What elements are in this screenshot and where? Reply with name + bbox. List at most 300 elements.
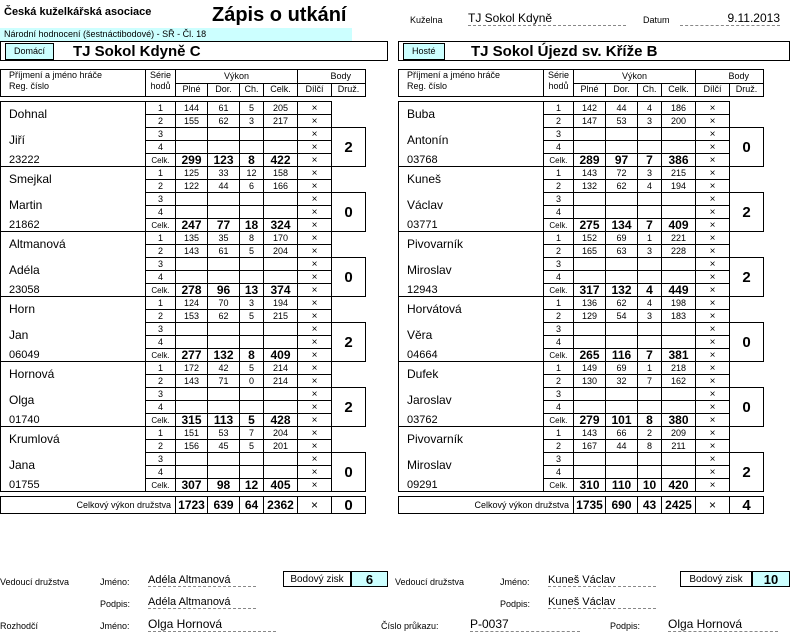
plne-value: 153 bbox=[176, 310, 208, 323]
table-row bbox=[399, 193, 764, 206]
dilci-mark: × bbox=[696, 414, 730, 427]
dor-value: 71 bbox=[208, 375, 240, 388]
dilci-mark: × bbox=[298, 310, 332, 323]
celk-row-label: Celk. bbox=[146, 154, 176, 167]
table-row bbox=[399, 362, 764, 375]
dilci-mark: × bbox=[696, 284, 730, 297]
dor-value bbox=[208, 323, 240, 336]
plne-value: 125 bbox=[176, 167, 208, 180]
plne-value: 144 bbox=[176, 102, 208, 115]
table-row bbox=[399, 323, 764, 336]
total-celk: 374 bbox=[264, 284, 298, 297]
ch-value bbox=[638, 271, 662, 284]
dilci-mark: × bbox=[298, 245, 332, 258]
ch-value: 7 bbox=[638, 375, 662, 388]
dilci-mark: × bbox=[696, 453, 730, 466]
dilci-mark: × bbox=[298, 258, 332, 271]
ch-value bbox=[638, 193, 662, 206]
player-col-label: Příjmení a jméno hráče bbox=[9, 70, 103, 80]
total-plne: 279 bbox=[574, 414, 606, 427]
celk-value: 218 bbox=[662, 362, 696, 375]
serie-header bbox=[146, 70, 176, 97]
team-total-plne: 1723 bbox=[176, 497, 208, 514]
celk-value bbox=[662, 336, 696, 349]
ch-value bbox=[638, 258, 662, 271]
dor-value bbox=[606, 193, 638, 206]
home-team-name: TJ Sokol Kdyně C bbox=[73, 43, 201, 60]
table-row bbox=[1, 128, 366, 141]
team-total-celk: 2362 bbox=[264, 497, 298, 514]
player-firstname: Jan bbox=[1, 323, 146, 349]
total-ch: 18 bbox=[240, 219, 264, 232]
datum-label: Datum bbox=[643, 15, 670, 25]
guest-vedouci-label: Vedoucí družstva bbox=[395, 577, 465, 587]
plne-value: 152 bbox=[574, 232, 606, 245]
serie-number: 3 bbox=[544, 128, 574, 141]
guest-bodovy-zisk-value: 10 bbox=[752, 571, 790, 587]
dilci-mark: × bbox=[298, 180, 332, 193]
ch-value: 4 bbox=[638, 180, 662, 193]
team-total-ch: 43 bbox=[638, 497, 662, 514]
table-row bbox=[1, 154, 366, 167]
player-col-label: Příjmení a jméno hráče bbox=[407, 70, 501, 80]
player-firstname: Miroslav bbox=[399, 258, 544, 284]
total-plne: 265 bbox=[574, 349, 606, 362]
table-row bbox=[399, 297, 764, 310]
celk-value: 214 bbox=[264, 362, 298, 375]
total-plne: 275 bbox=[574, 219, 606, 232]
dilci-mark: × bbox=[696, 128, 730, 141]
table-row bbox=[1, 414, 366, 427]
dilci-mark: × bbox=[298, 440, 332, 453]
serie-number: 3 bbox=[544, 258, 574, 271]
ch-value: 3 bbox=[638, 167, 662, 180]
dilci-mark: × bbox=[696, 297, 730, 310]
serie-number: 1 bbox=[544, 167, 574, 180]
kuzelna-label: Kuželna bbox=[410, 15, 443, 25]
serie-header bbox=[544, 70, 574, 97]
team-total-mark: × bbox=[298, 497, 332, 514]
table-row bbox=[1, 323, 366, 336]
table-row bbox=[399, 232, 764, 245]
dor-header: Dor. bbox=[208, 83, 240, 97]
celk-value bbox=[264, 128, 298, 141]
serie-number: 2 bbox=[544, 245, 574, 258]
serie-number: 1 bbox=[146, 232, 176, 245]
ch-value: 3 bbox=[638, 245, 662, 258]
ch-value bbox=[638, 466, 662, 479]
dilci-mark: × bbox=[696, 427, 730, 440]
player-points: 2 bbox=[730, 193, 764, 232]
dilci-mark: × bbox=[696, 323, 730, 336]
ch-value bbox=[638, 453, 662, 466]
serie-number: 4 bbox=[146, 466, 176, 479]
rozhodci-label: Rozhodčí bbox=[0, 621, 39, 631]
celk-value bbox=[264, 271, 298, 284]
player-points: 0 bbox=[730, 388, 764, 427]
plne-value: 136 bbox=[574, 297, 606, 310]
total-ch: 8 bbox=[638, 414, 662, 427]
ch-value bbox=[638, 336, 662, 349]
total-celk: 381 bbox=[662, 349, 696, 362]
dor-value bbox=[208, 258, 240, 271]
celk-row-label: Celk. bbox=[544, 479, 574, 492]
player-surname: Smejkal bbox=[1, 167, 146, 193]
plne-value: 172 bbox=[176, 362, 208, 375]
plne-header: Plné bbox=[176, 83, 208, 97]
ch-value: 5 bbox=[240, 310, 264, 323]
total-celk: 428 bbox=[264, 414, 298, 427]
player-reg-number: 12943 bbox=[399, 284, 544, 297]
celk-value: 228 bbox=[662, 245, 696, 258]
table-row bbox=[399, 349, 764, 362]
player-points: 0 bbox=[332, 193, 366, 232]
body-header: Body bbox=[298, 70, 366, 84]
table-row bbox=[399, 414, 764, 427]
celk-value: 162 bbox=[662, 375, 696, 388]
celk-value: 198 bbox=[662, 297, 696, 310]
page-title: Zápis o utkání bbox=[212, 4, 347, 26]
player-firstname: Jana bbox=[1, 453, 146, 479]
total-dor: 123 bbox=[208, 154, 240, 167]
team-points: 4 bbox=[730, 497, 764, 514]
dilci-mark: × bbox=[298, 232, 332, 245]
home-results-table bbox=[0, 69, 366, 514]
player-reg-number: 21862 bbox=[1, 219, 146, 232]
serie-number: 2 bbox=[544, 310, 574, 323]
total-ch: 7 bbox=[638, 349, 662, 362]
ch-value: 7 bbox=[240, 427, 264, 440]
table-row bbox=[1, 388, 366, 401]
table-row bbox=[399, 427, 764, 440]
dilci-mark: × bbox=[298, 414, 332, 427]
hodu-label: hodů bbox=[150, 81, 171, 91]
guest-tag: Hosté bbox=[403, 43, 445, 60]
total-dor: 132 bbox=[606, 284, 638, 297]
plne-value bbox=[574, 466, 606, 479]
dor-value: 33 bbox=[208, 167, 240, 180]
serie-number: 2 bbox=[544, 440, 574, 453]
celk-value bbox=[662, 388, 696, 401]
dilci-mark: × bbox=[298, 336, 332, 349]
ch-value: 3 bbox=[240, 115, 264, 128]
plne-value: 124 bbox=[176, 297, 208, 310]
total-plne: 278 bbox=[176, 284, 208, 297]
druz-spacer bbox=[730, 167, 764, 193]
player-reg-number: 04664 bbox=[399, 349, 544, 362]
dor-value: 53 bbox=[208, 427, 240, 440]
celk-value bbox=[264, 401, 298, 414]
dilci-mark: × bbox=[696, 388, 730, 401]
ch-value: 4 bbox=[638, 102, 662, 115]
table-row bbox=[399, 453, 764, 466]
total-ch: 8 bbox=[240, 154, 264, 167]
player-surname: Dufek bbox=[399, 362, 544, 388]
team-points: 0 bbox=[332, 497, 366, 514]
serie-number: 1 bbox=[544, 362, 574, 375]
druz-spacer bbox=[730, 297, 764, 323]
total-plne: 247 bbox=[176, 219, 208, 232]
druz-spacer bbox=[730, 362, 764, 388]
celk-value: 201 bbox=[264, 440, 298, 453]
total-celk: 409 bbox=[264, 349, 298, 362]
ch-value bbox=[240, 193, 264, 206]
celk-value: 170 bbox=[264, 232, 298, 245]
celk-value bbox=[662, 401, 696, 414]
dor-value: 44 bbox=[208, 180, 240, 193]
celk-value bbox=[264, 388, 298, 401]
plne-value: 143 bbox=[574, 167, 606, 180]
serie-number: 3 bbox=[544, 388, 574, 401]
table-row bbox=[1, 349, 366, 362]
dilci-mark: × bbox=[696, 193, 730, 206]
kuzelna-value: TJ Sokol Kdyně bbox=[468, 11, 626, 26]
player-reg-number: 01740 bbox=[1, 414, 146, 427]
celk-value: 186 bbox=[662, 102, 696, 115]
ch-value bbox=[638, 141, 662, 154]
plne-value bbox=[574, 401, 606, 414]
dor-value: 70 bbox=[208, 297, 240, 310]
home-jmeno-label: Jméno: bbox=[100, 577, 130, 587]
dor-value bbox=[208, 336, 240, 349]
home-bodovy-zisk-label: Bodový zisk bbox=[283, 571, 351, 587]
ch-value: 6 bbox=[240, 180, 264, 193]
dilci-mark: × bbox=[696, 141, 730, 154]
plne-value: 122 bbox=[176, 180, 208, 193]
dilci-mark: × bbox=[298, 193, 332, 206]
player-reg-number: 01755 bbox=[1, 479, 146, 492]
team-total-celk: 2425 bbox=[662, 497, 696, 514]
plne-value bbox=[176, 453, 208, 466]
dilci-mark: × bbox=[298, 427, 332, 440]
dilci-mark: × bbox=[298, 466, 332, 479]
plne-value: 132 bbox=[574, 180, 606, 193]
dor-value bbox=[208, 388, 240, 401]
celk-value bbox=[662, 466, 696, 479]
dilci-mark: × bbox=[298, 453, 332, 466]
ch-value: 3 bbox=[638, 310, 662, 323]
celk-value bbox=[264, 453, 298, 466]
dor-value bbox=[208, 128, 240, 141]
plne-value bbox=[176, 271, 208, 284]
plne-value bbox=[176, 401, 208, 414]
serie-number: 1 bbox=[544, 427, 574, 440]
plne-value: 135 bbox=[176, 232, 208, 245]
dilci-mark: × bbox=[298, 167, 332, 180]
celk-value: 221 bbox=[662, 232, 696, 245]
total-dor: 110 bbox=[606, 479, 638, 492]
dilci-mark: × bbox=[298, 128, 332, 141]
ch-value bbox=[638, 388, 662, 401]
table-row bbox=[1, 284, 366, 297]
dor-value bbox=[606, 466, 638, 479]
guest-results-table bbox=[398, 69, 764, 514]
plne-value bbox=[574, 141, 606, 154]
celk-value bbox=[662, 258, 696, 271]
celk-value bbox=[662, 128, 696, 141]
plne-value bbox=[176, 128, 208, 141]
dilci-mark: × bbox=[696, 154, 730, 167]
dor-value bbox=[606, 336, 638, 349]
rozhodci-podpis: Olga Hornová bbox=[668, 617, 778, 632]
dilci-mark: × bbox=[696, 167, 730, 180]
plne-value: 142 bbox=[574, 102, 606, 115]
serie-number: 4 bbox=[544, 206, 574, 219]
celk-row-label: Celk. bbox=[146, 349, 176, 362]
serie-number: 4 bbox=[146, 271, 176, 284]
celk-row-label: Celk. bbox=[544, 219, 574, 232]
guest-vedouci-podpis: Kuneš Václav bbox=[548, 596, 656, 609]
dor-value: 44 bbox=[606, 440, 638, 453]
dor-value: 45 bbox=[208, 440, 240, 453]
reg-col-label: Reg. číslo bbox=[9, 81, 50, 91]
dilci-mark: × bbox=[696, 310, 730, 323]
player-points: 2 bbox=[332, 388, 366, 427]
dilci-mark: × bbox=[298, 206, 332, 219]
dor-value: 62 bbox=[208, 310, 240, 323]
dilci-mark: × bbox=[298, 102, 332, 115]
ch-value bbox=[240, 388, 264, 401]
team-total-dor: 690 bbox=[606, 497, 638, 514]
dilci-mark: × bbox=[298, 479, 332, 492]
celk-value bbox=[264, 323, 298, 336]
table-row bbox=[1, 362, 366, 375]
celk-value: 211 bbox=[662, 440, 696, 453]
ch-header: Ch. bbox=[240, 83, 264, 97]
player-firstname: Antonín bbox=[399, 128, 544, 154]
player-firstname: Olga bbox=[1, 388, 146, 414]
total-plne: 317 bbox=[574, 284, 606, 297]
dor-value: 44 bbox=[606, 102, 638, 115]
plne-value bbox=[176, 323, 208, 336]
plne-value: 130 bbox=[574, 375, 606, 388]
serie-number: 2 bbox=[146, 245, 176, 258]
dor-value bbox=[606, 206, 638, 219]
rozhodci-jmeno-label: Jméno: bbox=[100, 621, 130, 631]
celk-row-label: Celk. bbox=[146, 219, 176, 232]
celk-value: 166 bbox=[264, 180, 298, 193]
dilci-mark: × bbox=[696, 232, 730, 245]
datum-value: 9.11.2013 bbox=[680, 11, 780, 26]
ch-header: Ch. bbox=[638, 83, 662, 97]
total-celk: 409 bbox=[662, 219, 696, 232]
table-row bbox=[1, 258, 366, 271]
plne-value: 151 bbox=[176, 427, 208, 440]
dor-value bbox=[208, 206, 240, 219]
plne-value: 167 bbox=[574, 440, 606, 453]
serie-number: 3 bbox=[146, 258, 176, 271]
dor-value bbox=[208, 193, 240, 206]
serie-number: 2 bbox=[146, 440, 176, 453]
team-total-row bbox=[399, 497, 764, 514]
player-points: 0 bbox=[332, 258, 366, 297]
guest-vedouci-jmeno: Kuneš Václav bbox=[548, 574, 656, 587]
team-total-label: Celkový výkon družstva bbox=[399, 497, 574, 514]
celk-value: 194 bbox=[662, 180, 696, 193]
ch-value: 1 bbox=[638, 362, 662, 375]
org-name: Česká kuželkářská asociace bbox=[4, 6, 152, 18]
ch-value: 1 bbox=[638, 232, 662, 245]
player-surname: Kuneš bbox=[399, 167, 544, 193]
celk-row-label: Celk. bbox=[544, 414, 574, 427]
celk-value bbox=[264, 206, 298, 219]
guest-team-header bbox=[398, 41, 790, 61]
table-row bbox=[1, 102, 366, 115]
guest-team-name: TJ Sokol Újezd sv. Kříže B bbox=[471, 43, 658, 60]
ch-value bbox=[240, 336, 264, 349]
celk-value bbox=[264, 466, 298, 479]
serie-number: 3 bbox=[146, 453, 176, 466]
total-celk: 405 bbox=[264, 479, 298, 492]
celk-value: 194 bbox=[264, 297, 298, 310]
druz-spacer bbox=[332, 362, 366, 388]
ch-value bbox=[240, 466, 264, 479]
ch-value: 3 bbox=[240, 297, 264, 310]
home-vedouci-label: Vedoucí družstva bbox=[0, 577, 70, 587]
plne-value: 156 bbox=[176, 440, 208, 453]
celk-row-label: Celk. bbox=[146, 414, 176, 427]
total-ch: 10 bbox=[638, 479, 662, 492]
dilci-mark: × bbox=[696, 245, 730, 258]
ch-value bbox=[240, 453, 264, 466]
celk-value bbox=[662, 323, 696, 336]
serie-number: 1 bbox=[544, 102, 574, 115]
serie-number: 2 bbox=[146, 115, 176, 128]
table-row bbox=[399, 479, 764, 492]
dor-value bbox=[606, 323, 638, 336]
serie-number: 4 bbox=[544, 141, 574, 154]
player-column-header bbox=[399, 70, 544, 97]
ch-value bbox=[638, 401, 662, 414]
player-firstname: Václav bbox=[399, 193, 544, 219]
ch-value: 5 bbox=[240, 440, 264, 453]
total-ch: 12 bbox=[240, 479, 264, 492]
dilci-mark: × bbox=[298, 271, 332, 284]
druz-spacer bbox=[332, 102, 366, 128]
serie-number: 1 bbox=[146, 427, 176, 440]
serie-number: 4 bbox=[146, 206, 176, 219]
ch-value: 0 bbox=[240, 375, 264, 388]
serie-number: 1 bbox=[544, 232, 574, 245]
serie-number: 4 bbox=[544, 401, 574, 414]
home-vedouci-jmeno: Adéla Altmanová bbox=[148, 574, 256, 587]
total-plne: 289 bbox=[574, 154, 606, 167]
dilci-mark: × bbox=[696, 362, 730, 375]
dor-value bbox=[606, 453, 638, 466]
serie-number: 3 bbox=[146, 323, 176, 336]
total-dor: 96 bbox=[208, 284, 240, 297]
plne-value bbox=[574, 336, 606, 349]
ch-value: 5 bbox=[240, 245, 264, 258]
guest-podpis-label: Podpis: bbox=[500, 599, 531, 609]
celk-value bbox=[264, 141, 298, 154]
team-total-row bbox=[1, 497, 366, 514]
player-firstname: Jaroslav bbox=[399, 388, 544, 414]
dilci-mark: × bbox=[298, 375, 332, 388]
team-total-mark: × bbox=[696, 497, 730, 514]
player-points: 2 bbox=[332, 323, 366, 362]
team-total-plne: 1735 bbox=[574, 497, 606, 514]
dilci-mark: × bbox=[696, 102, 730, 115]
player-firstname: Věra bbox=[399, 323, 544, 349]
player-reg-number: 23222 bbox=[1, 154, 146, 167]
dor-value: 42 bbox=[208, 362, 240, 375]
ch-value: 8 bbox=[240, 232, 264, 245]
ch-value bbox=[240, 128, 264, 141]
dilci-mark: × bbox=[298, 323, 332, 336]
plne-value: 143 bbox=[176, 375, 208, 388]
total-ch: 13 bbox=[240, 284, 264, 297]
